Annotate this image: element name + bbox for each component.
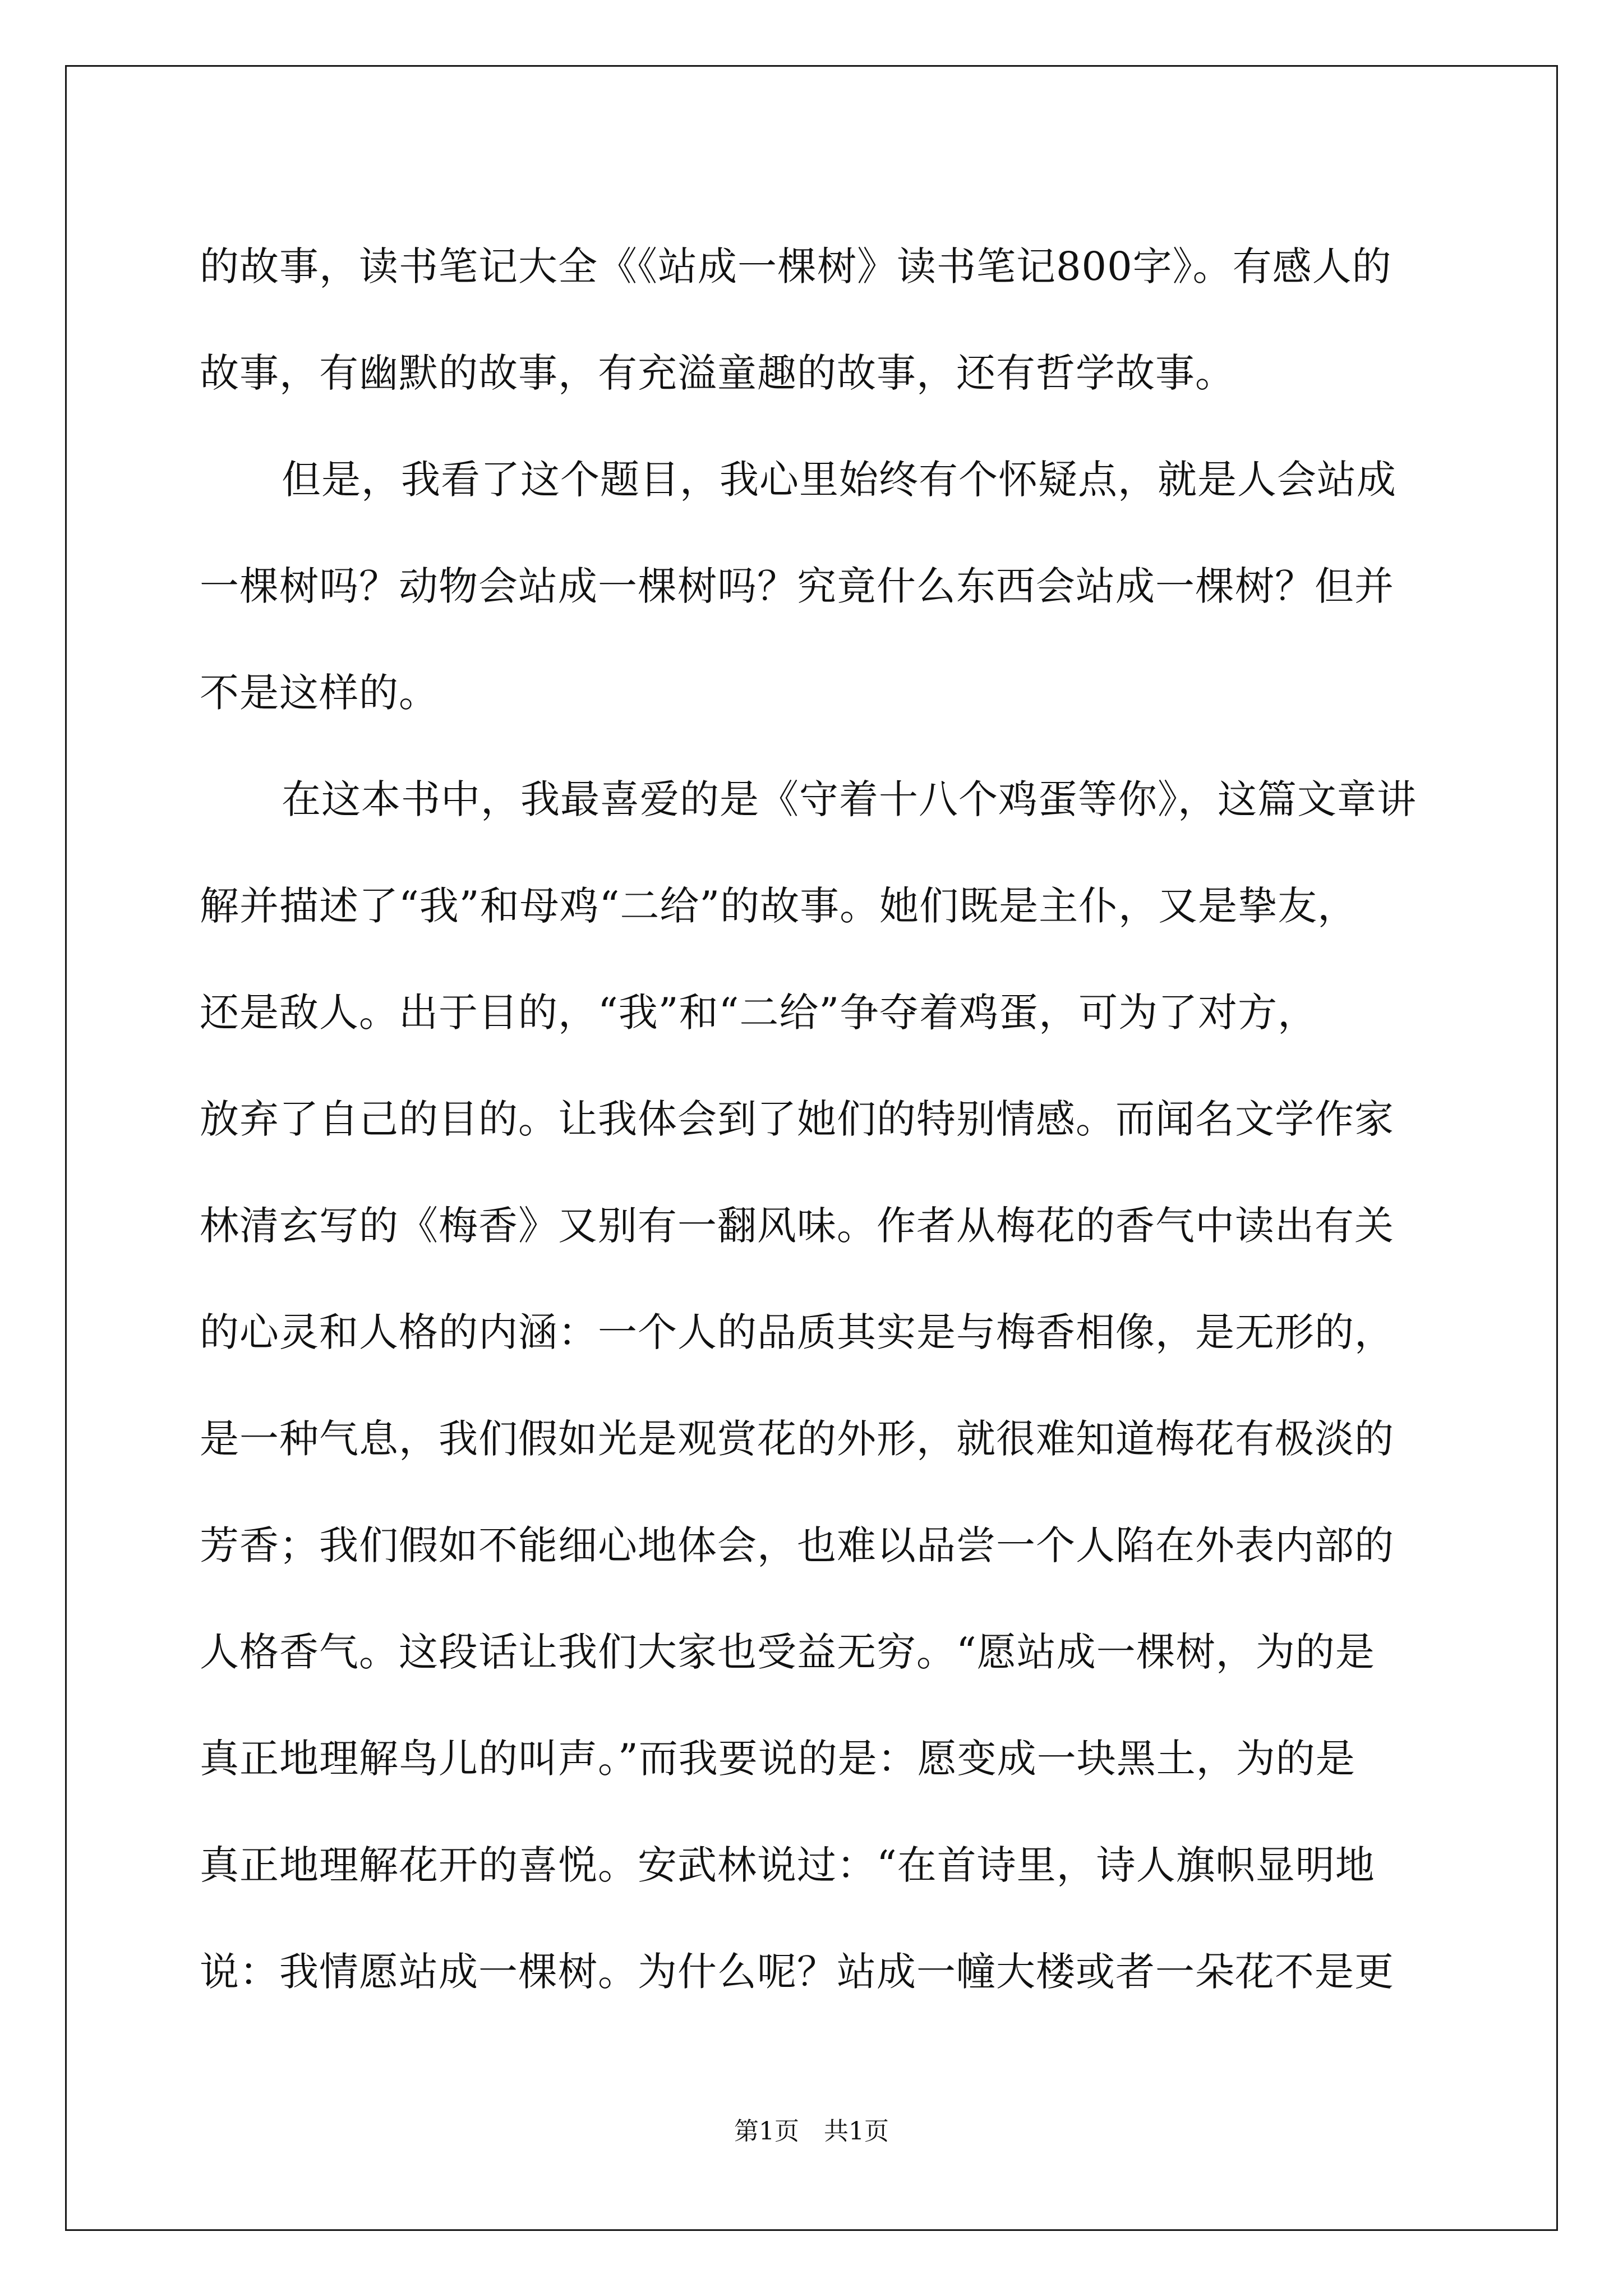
text-line: 解并描述了“我”和母鸡“二给”的故事。她们既是主仆，又是挚友， <box>200 883 1358 929</box>
page-total: 共1页 <box>824 2117 889 2146</box>
page-footer <box>0 2115 1623 2148</box>
page-number: 第1页 <box>734 2117 799 2146</box>
text-line: 人格香气。这段话让我们大家也受益无穷。“愿站成一棵树，为的是 <box>200 1629 1375 1675</box>
paragraph-start-line: 在这本书中，我最喜爱的是《守着十八个鸡蛋等你》，这篇文章讲 <box>282 776 1417 822</box>
text-line: 放弃了自己的目的。让我体会到了她们的特别情感。而闻名文学作家 <box>200 1096 1394 1142</box>
text-line: 说：我情愿站成一棵树。为什么呢？站成一幢大楼或者一朵花不是更 <box>200 1949 1394 1995</box>
text-line: 一棵树吗？动物会站成一棵树吗？究竟什么东西会站成一棵树？但并 <box>200 563 1394 609</box>
document-body <box>200 213 1456 2025</box>
text-line: 的心灵和人格的内涵：一个人的品质其实是与梅香相像，是无形的， <box>200 1309 1394 1355</box>
text-line: 的故事，读书笔记大全《《站成一棵树》读书笔记800字》。有感人的 <box>200 243 1392 289</box>
text-line: 芳香；我们假如不能细心地体会，也难以品尝一个人陷在外表内部的 <box>200 1522 1394 1568</box>
text-line: 还是敌人。出于目的，“我”和“二给”争夺着鸡蛋，可为了对方， <box>200 990 1318 1036</box>
text-line: 真正地理解花开的喜悦。安武林说过：“在首诗里，诗人旗帜显明地 <box>200 1842 1375 1888</box>
paragraph-start-line: 但是，我看了这个题目，我心里始终有个怀疑点，就是人会站成 <box>282 457 1396 503</box>
text-line: 是一种气息，我们假如光是观赏花的外形，就很难知道梅花有极淡的 <box>200 1416 1394 1462</box>
text-line: 故事，有幽默的故事，有充溢童趣的故事，还有哲学故事。 <box>200 350 1235 396</box>
text-line: 真正地理解鸟儿的叫声。”而我要说的是：愿变成一块黑土，为的是 <box>200 1736 1355 1782</box>
text-line: 不是这样的。 <box>200 670 439 716</box>
text-line: 林清玄写的《梅香》又别有一翻风味。作者从梅花的香气中读出有关 <box>200 1203 1394 1249</box>
